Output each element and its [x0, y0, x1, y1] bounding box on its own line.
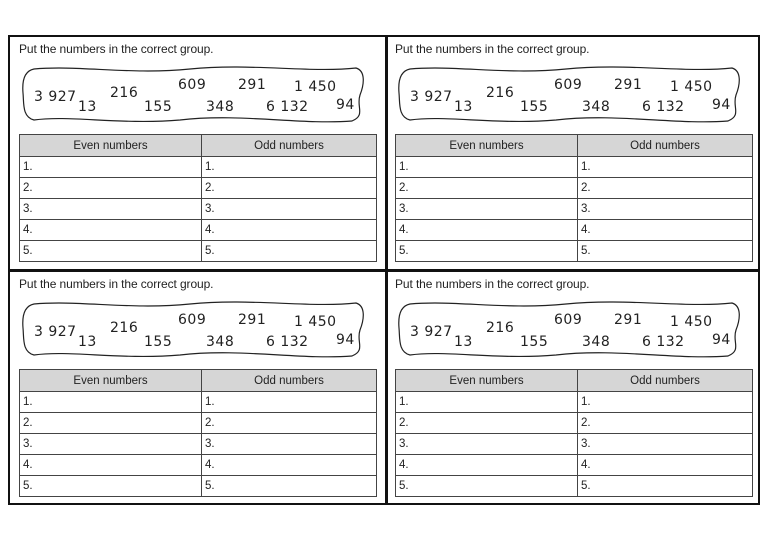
even-answer-cell[interactable]: 1.: [396, 392, 578, 413]
even-answer-cell[interactable]: 1.: [396, 157, 578, 178]
number-item: 609: [554, 77, 583, 93]
number-item: 291: [238, 77, 267, 93]
odd-answer-cell[interactable]: 3.: [578, 434, 753, 455]
even-answer-cell[interactable]: 2.: [396, 413, 578, 434]
table-row: [20, 199, 377, 220]
number-item: 291: [614, 312, 643, 328]
odd-answer-cell[interactable]: 2.: [202, 413, 377, 434]
table-header-row: [20, 370, 377, 392]
exercise-card: [386, 272, 760, 504]
even-answer-cell[interactable]: 4.: [396, 220, 578, 241]
table-header-row: [396, 370, 753, 392]
odd-answer-cell[interactable]: 2.: [578, 178, 753, 199]
groups-table: [395, 369, 753, 497]
even-numbers-header: Even numbers: [20, 370, 202, 392]
odd-answer-cell[interactable]: 5.: [578, 476, 753, 497]
instruction-text: Put the numbers in the correct group.: [19, 42, 214, 56]
number-item: 155: [144, 99, 173, 115]
exercise-card: [386, 37, 760, 269]
instruction-text: Put the numbers in the correct group.: [19, 277, 214, 291]
worksheet: [8, 35, 760, 505]
odd-answer-cell[interactable]: 3.: [202, 434, 377, 455]
number-item: 3 927: [34, 89, 77, 105]
number-item: 291: [614, 77, 643, 93]
table-header-row: [20, 135, 377, 157]
number-item: 155: [144, 334, 173, 350]
table-row: [20, 220, 377, 241]
odd-answer-cell[interactable]: 4.: [578, 220, 753, 241]
number-item: 609: [178, 77, 207, 93]
number-item: 3 927: [410, 89, 453, 105]
odd-answer-cell[interactable]: 1.: [578, 392, 753, 413]
exercise-card: [10, 272, 384, 504]
number-item: 94: [336, 332, 355, 348]
number-item: 13: [78, 99, 97, 115]
odd-numbers-header: Odd numbers: [202, 370, 377, 392]
table-row: [396, 434, 753, 455]
table-row: [20, 434, 377, 455]
even-answer-cell[interactable]: 3.: [396, 199, 578, 220]
even-answer-cell[interactable]: 5.: [20, 241, 202, 262]
number-item: 348: [582, 334, 611, 350]
number-item: 216: [486, 320, 515, 336]
odd-answer-cell[interactable]: 5.: [578, 241, 753, 262]
odd-numbers-header: Odd numbers: [202, 135, 377, 157]
instruction-text: Put the numbers in the correct group.: [395, 277, 590, 291]
number-item: 6 132: [266, 334, 309, 350]
number-item: 94: [712, 332, 731, 348]
even-numbers-header: Even numbers: [396, 135, 578, 157]
even-numbers-header: Even numbers: [20, 135, 202, 157]
number-item: 216: [486, 85, 515, 101]
even-answer-cell[interactable]: 3.: [396, 434, 578, 455]
table-row: [396, 157, 753, 178]
table-row: [20, 241, 377, 262]
even-answer-cell[interactable]: 4.: [20, 455, 202, 476]
number-item: 609: [554, 312, 583, 328]
even-answer-cell[interactable]: 2.: [20, 413, 202, 434]
odd-answer-cell[interactable]: 4.: [202, 455, 377, 476]
table-row: [20, 157, 377, 178]
odd-answer-cell[interactable]: 5.: [202, 241, 377, 262]
number-item: 94: [336, 97, 355, 113]
table-row: [396, 220, 753, 241]
odd-answer-cell[interactable]: 3.: [578, 199, 753, 220]
groups-table: [19, 134, 377, 262]
number-item: 13: [454, 334, 473, 350]
table-row: [396, 241, 753, 262]
number-item: 6 132: [642, 99, 685, 115]
odd-answer-cell[interactable]: 3.: [202, 199, 377, 220]
table-row: [20, 392, 377, 413]
table-row: [396, 199, 753, 220]
even-answer-cell[interactable]: 5.: [20, 476, 202, 497]
number-item: 216: [110, 320, 139, 336]
number-item: 348: [206, 99, 235, 115]
table-row: [20, 413, 377, 434]
number-item: 6 132: [642, 334, 685, 350]
odd-answer-cell[interactable]: 1.: [578, 157, 753, 178]
number-item: 155: [520, 99, 549, 115]
even-answer-cell[interactable]: 5.: [396, 476, 578, 497]
even-answer-cell[interactable]: 1.: [20, 392, 202, 413]
number-item: 3 927: [410, 324, 453, 340]
number-item: 609: [178, 312, 207, 328]
even-answer-cell[interactable]: 5.: [396, 241, 578, 262]
even-answer-cell[interactable]: 4.: [396, 455, 578, 476]
number-item: 348: [582, 99, 611, 115]
even-answer-cell[interactable]: 3.: [20, 199, 202, 220]
exercise-card: [10, 37, 384, 269]
odd-answer-cell[interactable]: 1.: [202, 157, 377, 178]
number-item: 155: [520, 334, 549, 350]
number-item: 1 450: [670, 314, 713, 330]
table-row: [396, 178, 753, 199]
number-item: 348: [206, 334, 235, 350]
table-row: [396, 392, 753, 413]
number-item: 216: [110, 85, 139, 101]
even-numbers-header: Even numbers: [396, 370, 578, 392]
odd-answer-cell[interactable]: 4.: [578, 455, 753, 476]
odd-numbers-header: Odd numbers: [578, 370, 753, 392]
number-item: 3 927: [34, 324, 77, 340]
odd-answer-cell[interactable]: 1.: [202, 392, 377, 413]
groups-table: [19, 369, 377, 497]
table-row: [396, 413, 753, 434]
number-item: 1 450: [294, 79, 337, 95]
even-answer-cell[interactable]: 2.: [20, 178, 202, 199]
odd-answer-cell[interactable]: 2.: [202, 178, 377, 199]
even-answer-cell[interactable]: 2.: [396, 178, 578, 199]
even-answer-cell[interactable]: 3.: [20, 434, 202, 455]
groups-table: [395, 134, 753, 262]
odd-answer-cell[interactable]: 2.: [578, 413, 753, 434]
number-item: 1 450: [670, 79, 713, 95]
instruction-text: Put the numbers in the correct group.: [395, 42, 590, 56]
number-item: 94: [712, 97, 731, 113]
number-item: 13: [78, 334, 97, 350]
table-row: [20, 455, 377, 476]
table-row: [20, 476, 377, 497]
number-item: 13: [454, 99, 473, 115]
table-row: [396, 455, 753, 476]
even-answer-cell[interactable]: 4.: [20, 220, 202, 241]
even-answer-cell[interactable]: 1.: [20, 157, 202, 178]
odd-answer-cell[interactable]: 5.: [202, 476, 377, 497]
number-item: 1 450: [294, 314, 337, 330]
number-item: 6 132: [266, 99, 309, 115]
table-header-row: [396, 135, 753, 157]
number-item: 291: [238, 312, 267, 328]
odd-numbers-header: Odd numbers: [578, 135, 753, 157]
table-row: [20, 178, 377, 199]
odd-answer-cell[interactable]: 4.: [202, 220, 377, 241]
table-row: [396, 476, 753, 497]
